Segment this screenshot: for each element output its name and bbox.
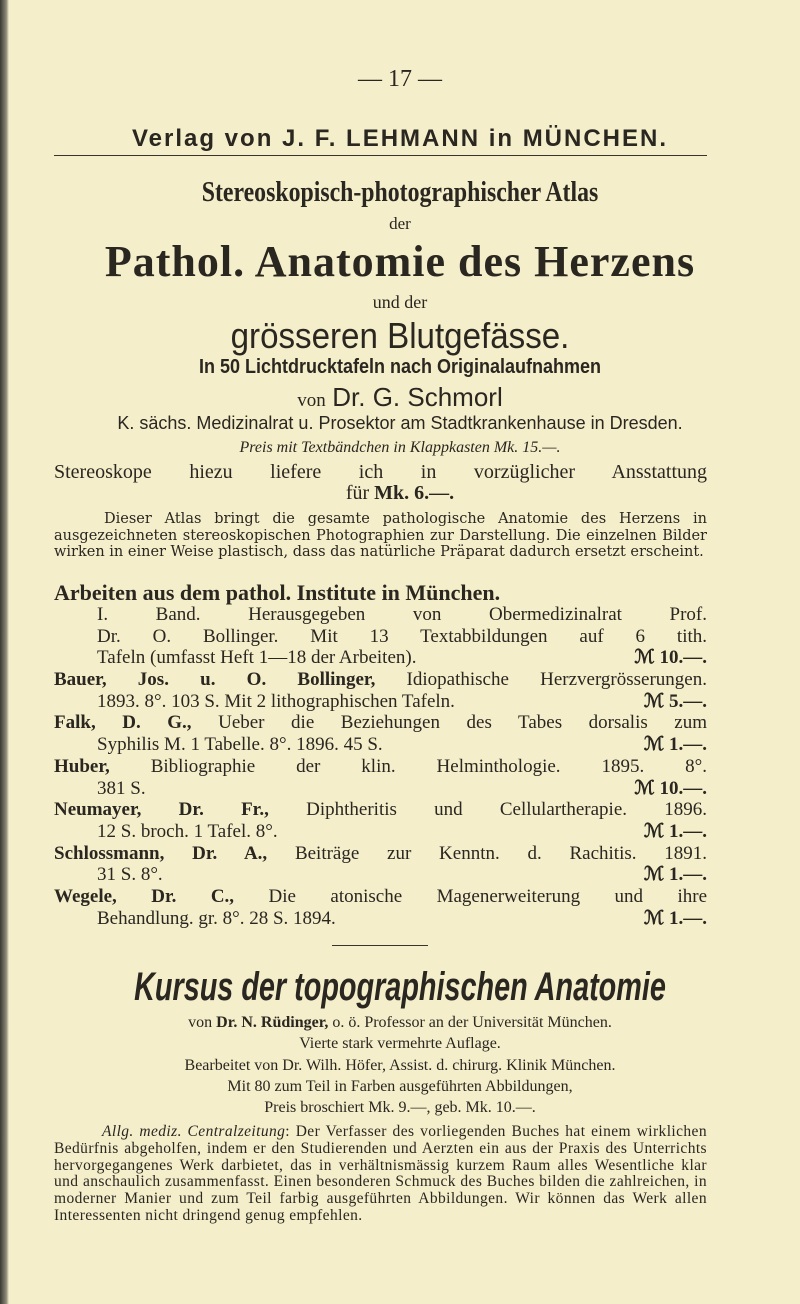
entry-text: [97, 864, 163, 886]
atlas-affiliation: K. sächs. Medizinalrat u. Prosektor am Stadtkrankenhause in Dresden.: [117, 413, 683, 433]
review-text: : Der Verfasser des vorliegenden Buches hat einem wirklichen Bedürfnis abgeholfen, indem er den Studierenden und Aerzten ein aus der Praxis des Unterrichts hervorgegangenes Werk darbietet, das in verhältnismässig kurzem Raum alles Wesentliche klar und anschaulich zusammenfasst. Einen besonderen Schmuck des Buches bilden die zahlreichen, in moderner Manier und zum Teil farbig ausgeführten Abbildungen. Wir können das Werk allen Interessenten nicht dringend genug empfehlen.: [54, 1123, 707, 1224]
kursus-von: von: [188, 1014, 213, 1031]
entry-line-text: 12 S. broch. 1 Tafel. 8°.: [97, 820, 278, 842]
atlas-price: Preis mit Textbändchen in Klappkasten Mk. 15.—.: [239, 439, 561, 456]
kursus-author: Dr. N. Rüdinger,: [216, 1014, 329, 1031]
atlas-und-der: und der: [372, 292, 428, 312]
entry-line: [54, 886, 707, 908]
entry-line: [54, 734, 707, 756]
entry-text: [97, 908, 336, 930]
entry-text: [54, 756, 707, 777]
atlas-title-line3: grösseren Blutgefässe.: [230, 315, 570, 356]
entry-line-text: 381 S.: [97, 777, 146, 799]
entry-text: [97, 821, 278, 843]
entry-author: Schlossmann, Dr. A.,: [54, 842, 268, 864]
entry-line: [54, 908, 707, 930]
atlas-der: der: [389, 214, 411, 233]
entry-line-text: I. Band. Herausgegeben von Obermedizinalrat Prof.: [97, 604, 707, 625]
entry-author: Huber,: [54, 755, 110, 777]
entry-line: [54, 799, 707, 821]
header-rule: [54, 155, 707, 156]
publication-entry: [54, 799, 707, 842]
entry-line-text: Bibliographie der klin. Helminthologie. 1895. 8°.: [150, 755, 707, 777]
atlas-title-line1: Stereoskopisch-photographischer Atlas: [201, 177, 599, 208]
entry-author: Neumayer, Dr. Fr.,: [54, 799, 269, 821]
author-name: Dr. G. Schmorl: [332, 382, 503, 412]
entry-line-text: Dr. O. Bollinger. Mit 13 Textabbildungen auf 6 tith.: [97, 625, 707, 647]
entry-line: [54, 626, 707, 648]
entry-line: [54, 712, 707, 734]
entry-price: ℳ 10.—.: [634, 647, 707, 669]
entry-line: [54, 669, 707, 691]
atlas-title-main: Pathol. Anatomie des Herzens: [104, 237, 696, 286]
entry-line: [54, 821, 707, 843]
entry-text: [97, 691, 455, 713]
publication-entry: [54, 712, 707, 755]
publication-entry: [54, 756, 707, 799]
entry-line: [54, 756, 707, 778]
entry-text: [97, 734, 383, 756]
kursus-title: Kursus der topographischen Anatomie: [134, 965, 666, 1009]
entry-text: [97, 626, 707, 647]
entry-text: [54, 669, 707, 690]
entry-line-text: Behandlung. gr. 8°. 28 S. 1894.: [97, 907, 336, 929]
arbeiten-heading: Arbeiten aus dem pathol. Institute in München.: [54, 580, 501, 605]
entry-price: ℳ 10.—.: [634, 777, 707, 799]
entry-text: [54, 712, 707, 733]
entry-line: [54, 864, 707, 886]
entry-line-text: 1893. 8°. 103 S. Mit 2 lithographischen Tafeln.: [97, 690, 455, 712]
atlas-subtitle: In 50 Lichtdrucktafeln nach Originalaufnahmen: [198, 356, 602, 378]
publication-entry: [54, 669, 707, 712]
entry-price: ℳ 1.—.: [643, 734, 707, 756]
entry-price: ℳ 1.—.: [643, 820, 707, 842]
entry-line-text: Diphtheritis und Cellulartherapie. 1896.: [306, 799, 707, 821]
entry-line-text: Syphilis M. 1 Tabelle. 8°. 1896. 45 S.: [97, 734, 383, 756]
entry-price: ℳ 5.—.: [643, 690, 707, 712]
entry-line-text: 31 S. 8°.: [97, 864, 163, 886]
publication-entry: [54, 604, 707, 669]
entry-line-text: Beiträge zur Kenntn. d. Rachitis. 1891.: [294, 842, 707, 864]
entry-author: Wegele, Dr. C.,: [54, 885, 235, 907]
atlas-description: Dieser Atlas bringt die gesamte pathologische Anatomie des Herzens in ausgezeichneten stereoskopischen Photographien zur Darstellung. Die einzelnen Bilder wirken in einer Weise plastisch, dass das natürliche Präparat dadurch ersetzt erscheint.: [54, 511, 707, 560]
publication-entry: [54, 886, 707, 929]
entry-author: Bauer, Jos. u. O. Bollinger,: [54, 669, 376, 691]
entry-line-text: Tafeln (umfasst Heft 1—18 der Arbeiten).: [97, 647, 417, 669]
entry-price: ℳ 1.—.: [643, 864, 707, 886]
kursus-review: [54, 1124, 707, 1225]
stereo-price: Mk. 6.—.: [374, 482, 455, 504]
stereoscope-price-line: [0, 483, 800, 503]
entry-text: [54, 886, 707, 907]
entry-author: Falk, D. G.,: [54, 712, 192, 734]
section-rule: [332, 945, 428, 946]
atlas-author: [0, 383, 800, 415]
author-prefix: von: [297, 390, 326, 411]
entry-line: [54, 778, 707, 800]
entry-text: [54, 843, 707, 864]
review-source: Allg. mediz. Centralzeitung: [102, 1123, 286, 1140]
entry-line-text: Idiopathische Herzvergrösserungen.: [406, 669, 707, 691]
entry-line: [54, 843, 707, 865]
entry-price: ℳ 1.—.: [643, 907, 707, 929]
entry-line-text: Ueber die Beziehungen des Tabes dorsalis zum: [218, 712, 707, 734]
entry-line-text: Die atonische Magenerweiterung und ihre: [268, 885, 707, 907]
entry-text: [97, 778, 146, 800]
kursus-author-line: [0, 1014, 800, 1032]
entry-line: [54, 647, 707, 669]
publication-entry: [54, 843, 707, 886]
entry-line: [54, 691, 707, 713]
stereoscope-offer: Stereoskope hiezu liefere ich in vorzüglicher Ansstattung: [54, 461, 707, 483]
kursus-illustrations: Mit 80 zum Teil in Farben ausgeführten Abbildungen,: [227, 1078, 573, 1095]
kursus-edition: Vierte stark vermehrte Auflage.: [299, 1035, 501, 1052]
kursus-author-affiliation: o. ö. Professor an der Universität München.: [332, 1014, 612, 1031]
kursus-price: Preis broschiert Mk. 9.—, geb. Mk. 10.—.: [264, 1099, 536, 1116]
kursus-editor: Bearbeitet von Dr. Wilh. Höfer, Assist. d. chirurg. Klinik München.: [184, 1057, 616, 1074]
entry-text: [54, 799, 707, 820]
entry-line: [54, 604, 707, 626]
entry-text: [97, 647, 416, 669]
publisher-header: Verlag von J. F. LEHMANN in MÜNCHEN.: [131, 125, 669, 152]
entry-text: [97, 604, 707, 625]
publication-list: [54, 604, 707, 929]
stereo-prefix: für: [345, 482, 370, 504]
page-number: — 17 —: [358, 66, 442, 92]
